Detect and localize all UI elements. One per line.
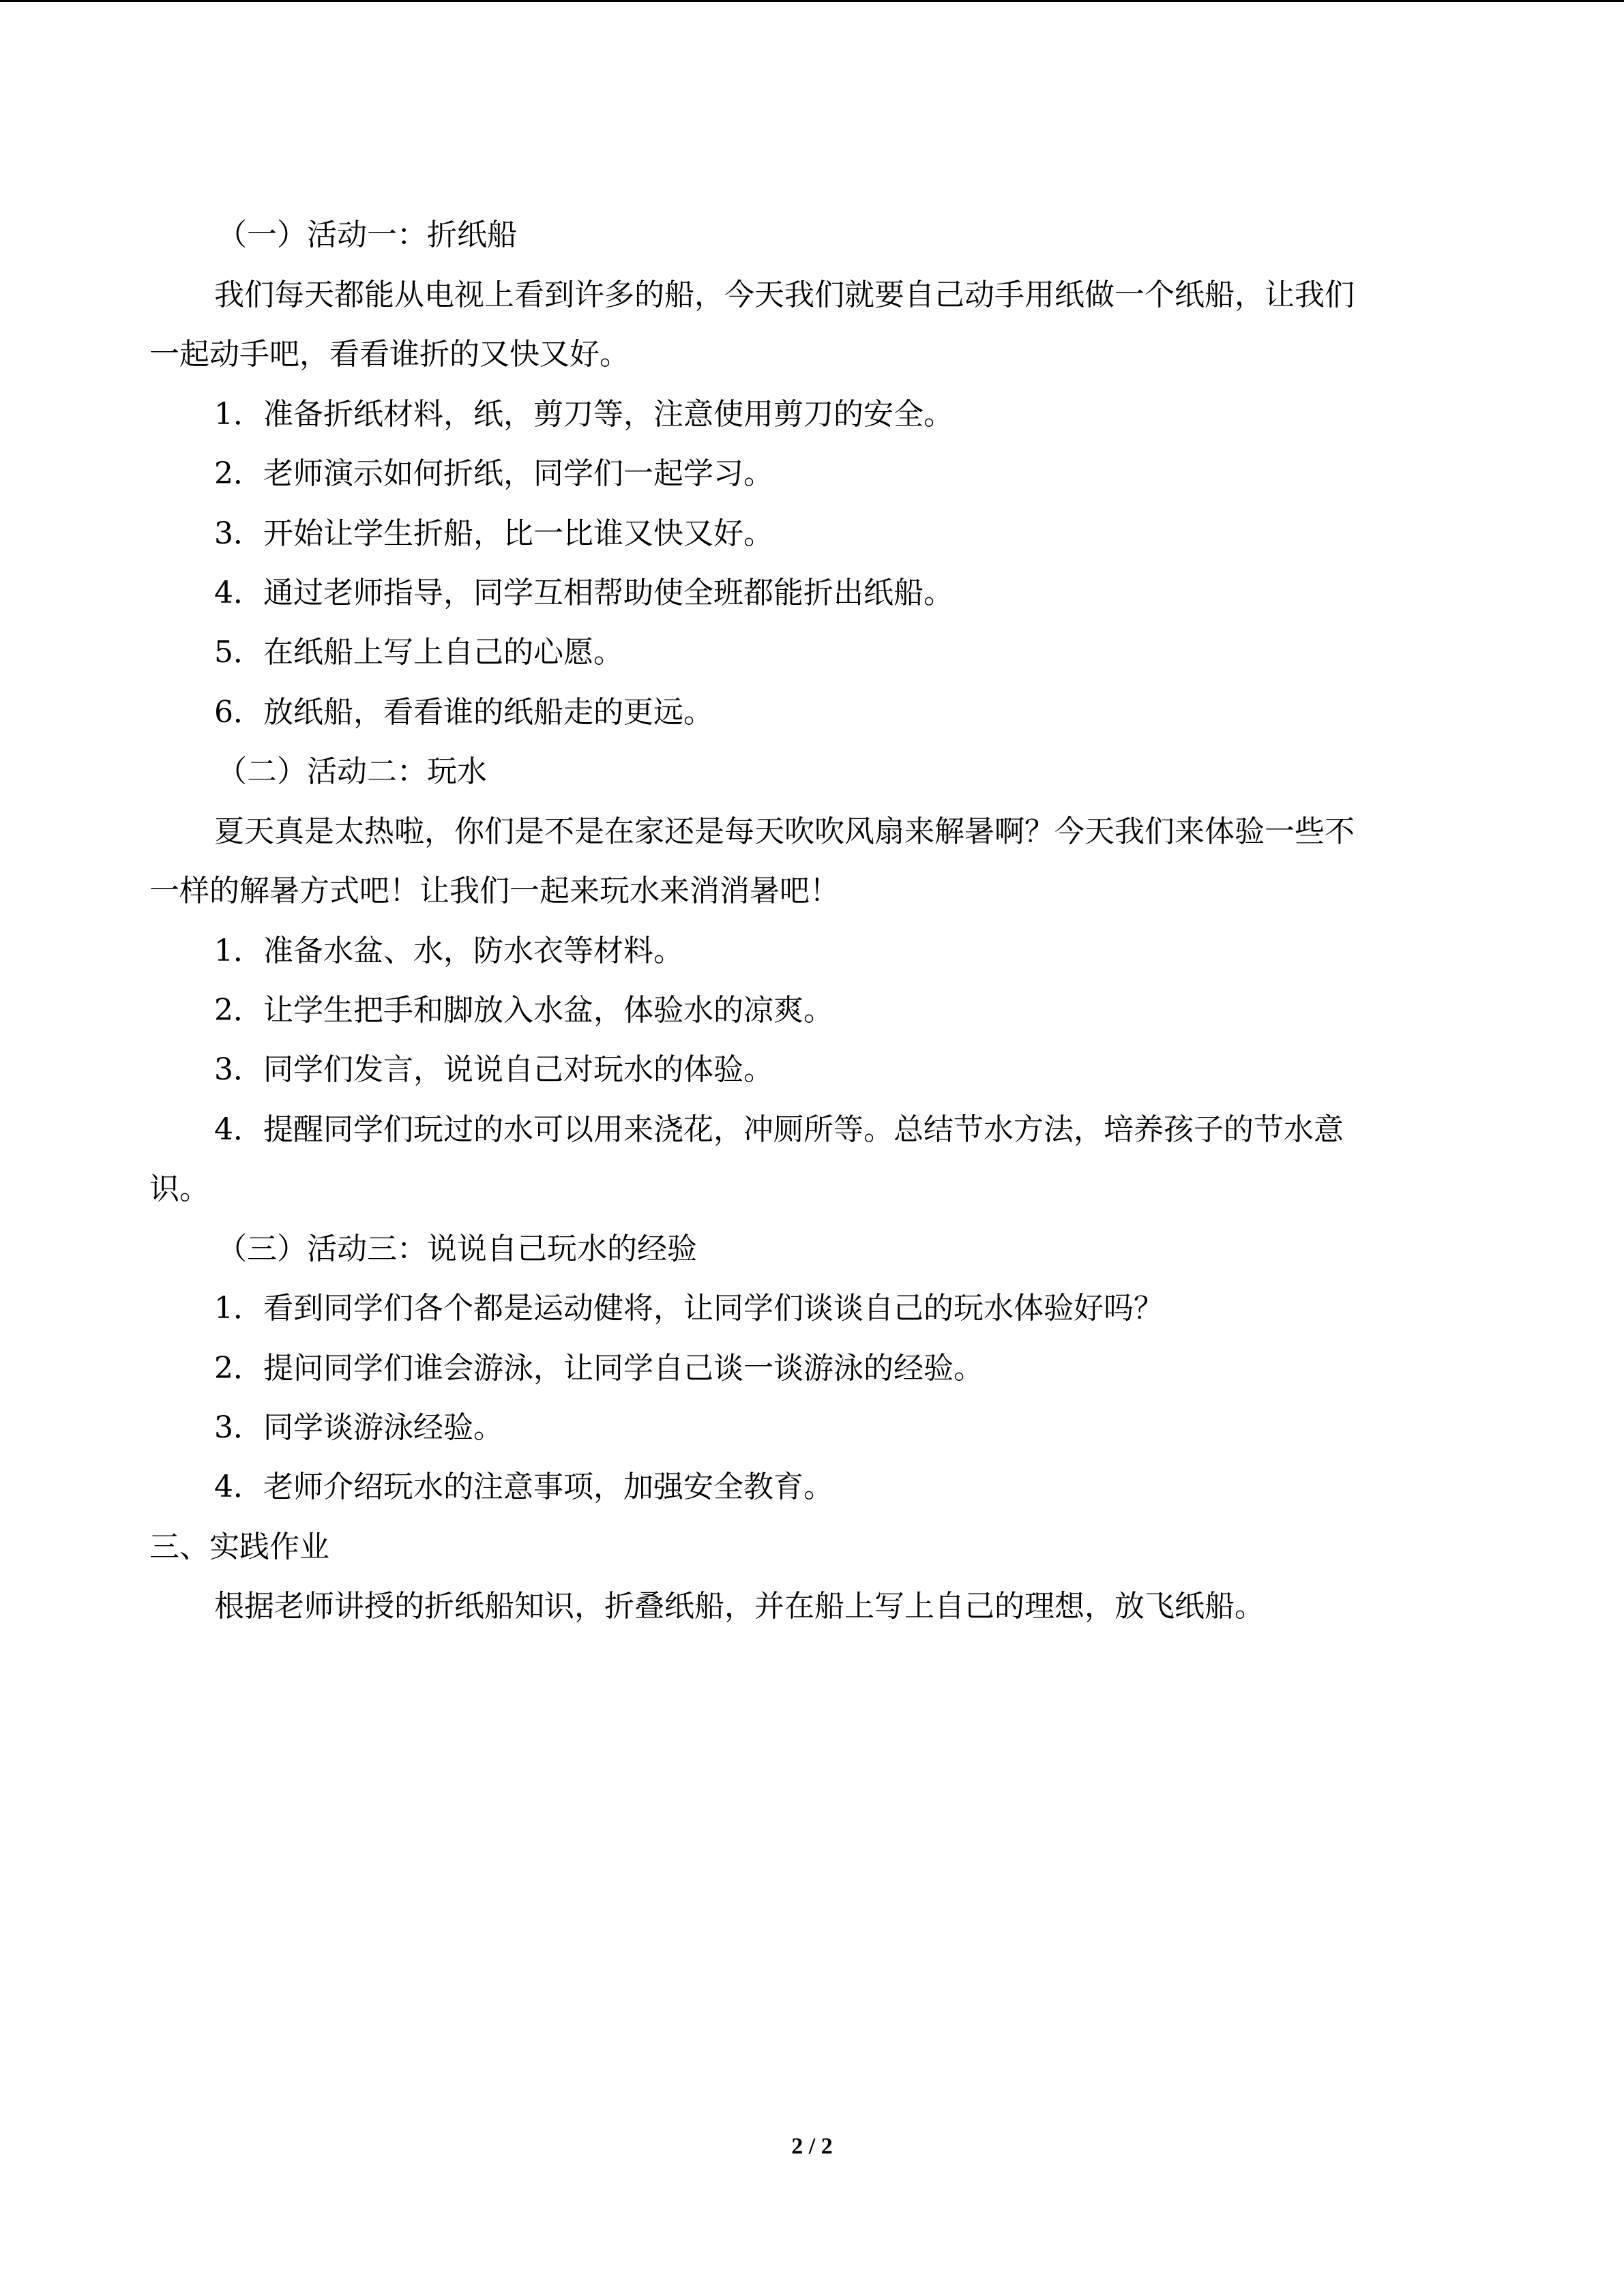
section-heading-activity-2: （二）活动二：玩水 (217, 754, 487, 789)
paragraph-line: 我们每天都能从电视上看到许多的船，今天我们就要自己动手用纸做一个纸船，让我们 (214, 278, 1355, 312)
list-item: 1．看到同学们各个都是运动健将，让同学们谈谈自己的玩水体验好吗？ (214, 1291, 1164, 1326)
section-heading-activity-3: （三）活动三：说说自己玩水的经验 (217, 1232, 697, 1266)
list-item: 2．让学生把手和脚放入水盆，体验水的凉爽。 (214, 993, 833, 1028)
paragraph-line: 根据老师讲授的折纸船知识，折叠纸船，并在船上写上自己的理想，放飞纸船。 (214, 1589, 1265, 1624)
list-item-continuation: 识。 (149, 1172, 209, 1206)
paragraph-line: 一起动手吧，看看谁折的又快又好。 (149, 337, 630, 372)
paragraph-line: 夏天真是太热啦，你们是不是在家还是每天吹吹风扇来解暑啊？今天我们来体验一些不 (214, 814, 1355, 849)
list-item: 3．同学们发言，说说自己对玩水的体验。 (214, 1052, 773, 1087)
list-item: 1．准备水盆、水，防水衣等材料。 (214, 934, 683, 968)
list-item: 1．准备折纸材料，纸，剪刀等，注意使用剪刀的安全。 (214, 397, 954, 432)
page-number: 2 / 2 (791, 2134, 833, 2159)
paragraph-line: 一样的解暑方式吧！让我们一起来玩水来消消暑吧！ (149, 874, 840, 908)
list-item: 4．老师介绍玩水的注意事项，加强安全教育。 (214, 1470, 833, 1504)
list-item: 3．开始让学生折船，比一比谁又快又好。 (214, 516, 773, 551)
list-item: 2．提问同学们谁会游泳，让同学自己谈一谈游泳的经验。 (214, 1351, 984, 1386)
list-item: 6．放纸船，看看谁的纸船走的更远。 (214, 695, 713, 730)
list-item: 5．在纸船上写上自己的心愿。 (214, 635, 623, 670)
section-heading-practice: 三、实践作业 (149, 1530, 329, 1564)
list-item: 4．通过老师指导，同学互相帮助使全班都能折出纸船。 (214, 576, 954, 610)
section-heading-activity-1: （一）活动一：折纸船 (217, 218, 517, 252)
list-item: 2．老师演示如何折纸，同学们一起学习。 (214, 456, 773, 491)
list-item: 3．同学谈游泳经验。 (214, 1410, 503, 1445)
list-item: 4．提醒同学们玩过的水可以用来浇花，冲厕所等。总结节水方法，培养孩子的节水意 (214, 1112, 1344, 1147)
